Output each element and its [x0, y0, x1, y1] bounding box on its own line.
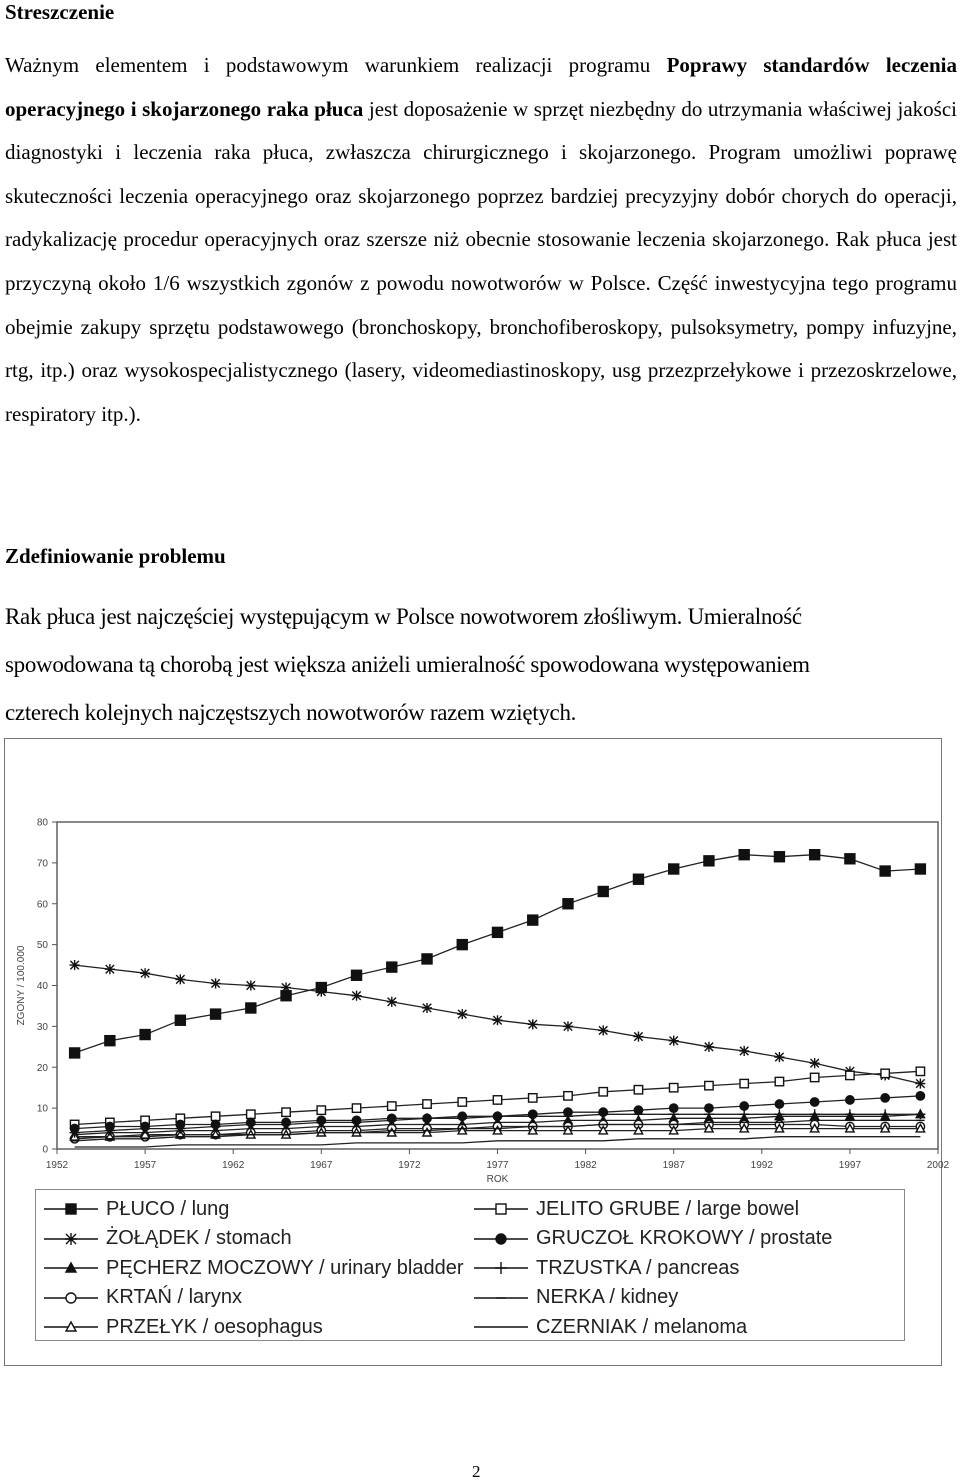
data-point: [670, 1083, 678, 1091]
data-point: [492, 1111, 502, 1121]
data-point: [810, 1073, 818, 1081]
series-1: [70, 960, 926, 1089]
legend-label: GRUCZOŁ KROKOWY / prostate: [536, 1227, 833, 1249]
data-point: [528, 1019, 538, 1029]
data-point: [388, 1102, 396, 1110]
series-0: [70, 850, 926, 1058]
legend-item: [472, 1224, 832, 1254]
data-point: [598, 1025, 608, 1035]
data-point: [140, 968, 150, 978]
mortality-chart: [5, 739, 950, 1189]
problem-line: spowodowana tą chorobą jest większa aniżeli umieralność spowodowana występowaniem: [5, 652, 810, 677]
data-point: [247, 1110, 255, 1118]
x-tick-label: 1957: [133, 1160, 157, 1171]
data-point: [739, 1046, 749, 1056]
legend-item: [472, 1253, 739, 1283]
section-title-summary: Streszczenie: [5, 0, 115, 24]
y-tick-label: 60: [36, 899, 48, 911]
data-point: [810, 1098, 818, 1106]
data-point: [916, 1092, 924, 1100]
legend-swatch: [42, 1287, 100, 1309]
problem-line: czterech kolejnych najczęstszych nowotworów razem wziętych.: [5, 700, 577, 725]
data-point: [282, 1108, 290, 1116]
data-point: [598, 886, 608, 896]
data-point: [140, 1030, 150, 1040]
data-point: [105, 1036, 115, 1046]
data-point: [563, 899, 573, 909]
y-tick-label: 40: [36, 981, 48, 992]
x-tick-label: 1962: [222, 1160, 245, 1171]
data-point: [281, 983, 291, 993]
data-point: [704, 1042, 714, 1052]
data-point: [246, 1003, 256, 1013]
legend-swatch: [472, 1287, 530, 1309]
data-point: [316, 987, 326, 997]
data-point: [211, 1112, 219, 1120]
problem-paragraph: [5, 593, 957, 737]
data-point: [352, 1104, 360, 1112]
legend-label: PĘCHERZ MOCZOWY / urinary bladder: [106, 1256, 464, 1279]
data-point: [422, 1113, 432, 1123]
legend-swatch: [472, 1198, 530, 1220]
data-point: [493, 1096, 501, 1104]
data-point: [175, 974, 185, 984]
x-tick-label: 1977: [486, 1160, 509, 1171]
data-point: [599, 1088, 607, 1096]
legend-label: TRZUSTKA / pancreas: [536, 1256, 740, 1279]
data-point: [633, 1032, 643, 1042]
data-point: [211, 978, 221, 988]
legend-label: KRTAŃ / larynx: [106, 1286, 242, 1308]
legend-item: [472, 1312, 747, 1342]
series-9: [75, 1137, 921, 1147]
y-tick-label: 70: [36, 858, 48, 870]
data-point: [740, 1102, 748, 1110]
data-point: [705, 1081, 713, 1089]
data-point: [458, 1098, 466, 1106]
data-point: [669, 1036, 679, 1046]
problem-line: Rak płuca jest najczęściej występującym w Polsce nowotworem złośliwym. Umieralność: [5, 604, 802, 629]
data-point: [387, 997, 397, 1007]
x-tick-label: 1992: [750, 1160, 773, 1171]
data-point: [775, 1100, 783, 1108]
data-point: [846, 1096, 854, 1104]
data-point: [880, 866, 890, 876]
legend-swatch: [42, 1198, 100, 1220]
data-point: [916, 1067, 924, 1075]
data-point: [70, 1048, 80, 1058]
data-point: [774, 1052, 784, 1062]
data-point: [845, 854, 855, 864]
x-tick-label: 1987: [662, 1160, 685, 1171]
legend-swatch-marker: [66, 1204, 76, 1214]
page-number: 2: [472, 1462, 481, 1481]
y-tick-label: 80: [36, 817, 48, 829]
data-point: [175, 1015, 185, 1025]
data-point: [739, 850, 749, 860]
data-point: [634, 1086, 642, 1094]
legend-label: PŁUCO / lung: [106, 1197, 230, 1220]
data-point: [422, 1003, 432, 1013]
summary-text-end: jest doposażenie w sprzęt niezbędny do utrzymania właściwej jakości diagnostyki i leczenia raka płuca, zwłaszcza chirurgicznego i skojarzonego. Program umożliwi poprawę skuteczności leczenia operacyjnego oraz skojarzonego poprzez bardziej precyzyjny dobór chorych do operacji, radykalizację procedur operacyjnych oraz szersze niż obecnie stosowanie leczenia skojarzonego. Rak płuca jest przyczyną około 1/6 wszystkich zgonów z powodu nowotworów w Polsce. Część inwestycyjna tego programu obejmie zakupy sprzętu podstawowego (bronchoskopy, bronchofiberoskopy, pulsoksymetry, pompy infuzyjne, rtg, itp.) oraz wysokospecjalistycznego (lasery, videomediastinoskopy, usg przezprzełykowe i przezoskrzelowe, respiratory itp.).: [5, 96, 957, 426]
data-point: [563, 1021, 573, 1031]
legend-item: [42, 1312, 323, 1342]
legend-item: [472, 1194, 799, 1224]
section-title-problem: Zdefiniowanie problemu: [5, 544, 226, 568]
data-point: [915, 1079, 925, 1089]
chart-legend: [35, 1189, 905, 1341]
legend-item: [42, 1224, 292, 1254]
legend-item: [42, 1283, 242, 1313]
data-point: [810, 1058, 820, 1068]
legend-swatch: [42, 1228, 100, 1250]
data-point: [422, 954, 432, 964]
y-tick-label: 0: [42, 1144, 48, 1156]
data-point: [457, 940, 467, 950]
data-point: [493, 927, 503, 937]
legend-swatch: [42, 1316, 100, 1338]
data-point: [774, 852, 784, 862]
legend-label: JELITO GRUBE / large bowel: [536, 1197, 800, 1220]
x-tick-label: 1972: [398, 1160, 421, 1171]
legend-item: [42, 1194, 229, 1224]
data-point: [492, 1015, 502, 1025]
series-line: [75, 1137, 921, 1147]
legend-label: PRZEŁYK / oesophagus: [106, 1315, 323, 1338]
x-tick-label: 1952: [45, 1160, 69, 1171]
x-tick-label: 1997: [838, 1160, 862, 1171]
legend-swatch: [42, 1257, 100, 1279]
data-point: [529, 1094, 537, 1102]
data-point: [211, 1009, 221, 1019]
y-tick-label: 50: [36, 940, 48, 952]
program-name: Poprawy standardów leczenia operacyjnego i skojarzonego raka płuca: [5, 53, 957, 121]
data-point: [775, 1077, 783, 1085]
legend-swatch-marker: [66, 1293, 76, 1303]
data-point: [633, 874, 643, 884]
data-point: [881, 1094, 889, 1102]
legend-swatch: [472, 1257, 530, 1279]
legend-swatch-marker: [496, 1204, 506, 1214]
x-tick-label: 2002: [926, 1160, 950, 1171]
data-point: [881, 1069, 889, 1077]
summary-paragraph: [5, 44, 957, 436]
x-tick-label: 1982: [574, 1160, 597, 1171]
data-point: [317, 1106, 325, 1114]
data-point: [528, 915, 538, 925]
data-point: [846, 1071, 854, 1079]
data-point: [387, 962, 397, 972]
y-tick-label: 30: [36, 1021, 48, 1033]
data-point: [246, 980, 256, 990]
data-point: [564, 1092, 572, 1100]
data-point: [915, 864, 925, 874]
data-point: [105, 964, 115, 974]
legend-label: CZERNIAK / melanoma: [536, 1315, 748, 1338]
data-point: [70, 960, 80, 970]
legend-swatch-marker: [496, 1234, 506, 1244]
data-point: [704, 856, 714, 866]
legend-item: [472, 1283, 678, 1313]
y-tick-label: 20: [36, 1062, 48, 1074]
legend-swatch-marker: [495, 1262, 507, 1274]
y-tick-label: 10: [36, 1103, 48, 1115]
data-point: [810, 850, 820, 860]
mortality-chart-figure: [4, 738, 950, 1366]
data-point: [352, 991, 362, 1001]
legend-item: [42, 1253, 464, 1283]
data-point: [740, 1079, 748, 1087]
legend-label: NERKA / kidney: [536, 1286, 679, 1308]
series-4: [70, 1124, 924, 1140]
legend-swatch: [472, 1316, 530, 1338]
y-axis-title: ZGONY / 100.000: [16, 945, 27, 1026]
legend-label: ŻOŁĄDEK / stomach: [106, 1227, 292, 1249]
legend-swatch-marker: [65, 1233, 77, 1245]
x-tick-label: 1967: [310, 1160, 333, 1171]
data-point: [352, 970, 362, 980]
x-axis-title: ROK: [486, 1174, 509, 1185]
legend-swatch: [472, 1228, 530, 1250]
data-point: [457, 1009, 467, 1019]
data-point: [669, 864, 679, 874]
summary-text-start: Ważnym elementem i podstawowym warunkiem realizacji programu: [5, 53, 667, 77]
data-point: [423, 1100, 431, 1108]
